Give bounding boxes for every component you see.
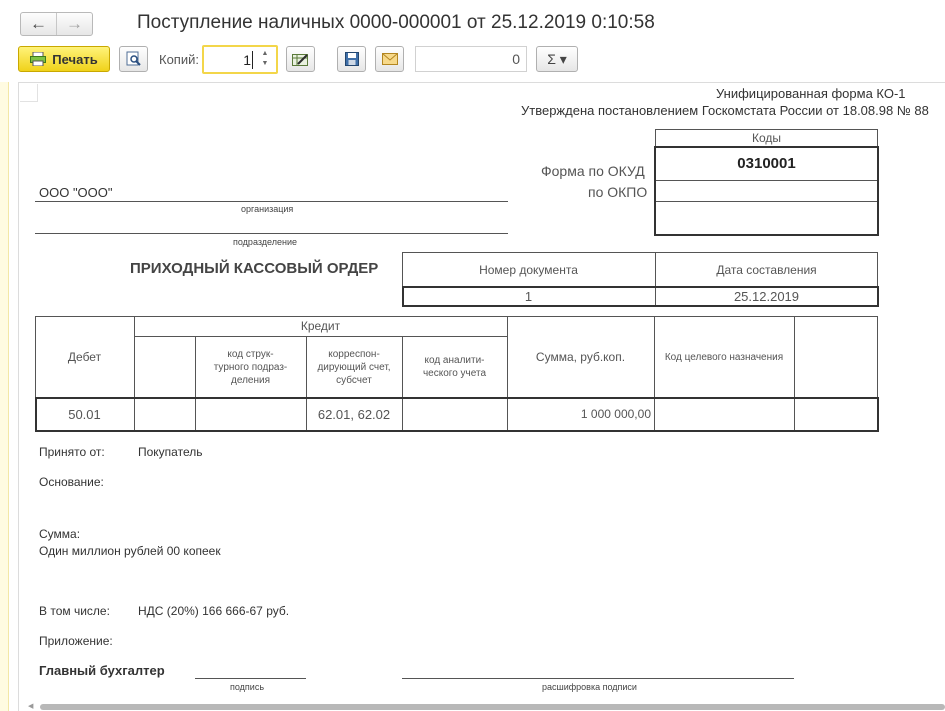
codes-header: Коды bbox=[751, 131, 782, 145]
received-from-value: Покупатель bbox=[138, 445, 203, 459]
purpose-code-header: Код целевого назначения bbox=[664, 351, 784, 363]
subdivision-caption: подразделение bbox=[233, 237, 297, 247]
basis-label: Основание: bbox=[39, 475, 104, 489]
struct-code-header: код струк- турного подраз- деления bbox=[213, 348, 288, 386]
organization-caption: организация bbox=[241, 204, 294, 214]
copies-label: Копий: bbox=[159, 52, 199, 67]
subdivision-line bbox=[35, 233, 508, 234]
debit-header: Дебет bbox=[67, 350, 102, 364]
preview-button[interactable] bbox=[119, 46, 148, 72]
selected-sum-field[interactable]: 0 bbox=[415, 46, 527, 72]
codes-divider-1 bbox=[656, 180, 877, 181]
floppy-disk-icon bbox=[345, 52, 359, 66]
edit-mode-button[interactable] bbox=[286, 46, 315, 72]
send-email-button[interactable] bbox=[375, 46, 404, 72]
signature-decoding-line bbox=[402, 678, 794, 679]
spin-down-icon[interactable]: ▼ bbox=[261, 60, 269, 67]
navigation-buttons bbox=[20, 12, 93, 36]
document-heading: ПРИХОДНЫЙ КАССОВЫЙ ОРДЕР bbox=[130, 260, 379, 277]
doc-number-header: Номер документа bbox=[479, 262, 578, 277]
organization-name: ООО "ООО" bbox=[39, 185, 113, 200]
forward-arrow-icon[interactable]: → bbox=[56, 13, 92, 35]
copies-spinner[interactable] bbox=[256, 49, 274, 70]
sum-header: Сумма, руб.коп. bbox=[535, 350, 626, 364]
corr-account-header: корреспон- дирующий счет, субсчет bbox=[317, 348, 391, 386]
save-button[interactable] bbox=[337, 46, 366, 72]
including-value: НДС (20%) 166 666-67 руб. bbox=[138, 604, 290, 618]
approval-note: Утверждена постановлением Госкомстата России от 18.08.98 № 88 bbox=[521, 103, 929, 118]
horizontal-scrollbar[interactable] bbox=[40, 704, 945, 710]
edit-table-icon bbox=[292, 52, 309, 67]
signature-line bbox=[195, 678, 306, 679]
page-search-icon bbox=[126, 51, 142, 67]
back-arrow-icon[interactable]: ← bbox=[30, 14, 47, 33]
print-button[interactable] bbox=[18, 46, 110, 72]
scroll-left-icon[interactable]: ◀ bbox=[28, 703, 34, 710]
table-row bbox=[35, 397, 879, 432]
envelope-icon bbox=[382, 53, 398, 65]
okud-code: 0310001 bbox=[737, 154, 796, 172]
sheet-corner bbox=[20, 84, 38, 102]
signature-decoding-caption: расшифровка подписи bbox=[542, 682, 637, 692]
doc-date-header: Дата составления bbox=[716, 262, 817, 277]
credit-header: Кредит bbox=[300, 319, 341, 333]
window-title: Поступление наличных 0000-000001 от 25.12.2019 0:10:58 bbox=[137, 12, 655, 33]
okpo-label: по ОКПО bbox=[588, 184, 648, 200]
spin-up-icon[interactable]: ▲ bbox=[261, 50, 269, 57]
row-sum: 1 000 000,00 bbox=[580, 407, 651, 421]
doc-number: 1 bbox=[524, 289, 533, 304]
okud-label: Форма по ОКУД bbox=[541, 163, 645, 179]
codes-divider-2 bbox=[656, 201, 877, 202]
attachment-label: Приложение: bbox=[39, 634, 113, 648]
including-label: В том числе: bbox=[39, 604, 110, 618]
text-caret bbox=[252, 51, 253, 69]
sum-menu-button[interactable]: Σ ▾ bbox=[536, 46, 578, 72]
sum-label: Сумма: bbox=[39, 527, 81, 541]
row-debit: 50.01 bbox=[68, 406, 101, 422]
signature-caption: подпись bbox=[230, 682, 265, 692]
sum-in-words: Один миллион рублей 00 копеек bbox=[39, 544, 221, 558]
received-from-label: Принято от: bbox=[39, 445, 105, 459]
doc-date: 25.12.2019 bbox=[733, 289, 800, 304]
organization-line bbox=[35, 201, 508, 202]
chief-accountant-label: Главный бухгалтер bbox=[39, 663, 165, 678]
analytic-code-header: код аналити- ческого учета bbox=[422, 355, 487, 379]
left-margin-stripe bbox=[0, 82, 9, 711]
copies-input[interactable] bbox=[202, 45, 278, 74]
printer-icon bbox=[30, 52, 46, 66]
print-button-label: Печать bbox=[52, 51, 98, 67]
row-corr-account: 62.01, 62.02 bbox=[317, 406, 391, 422]
copies-value: 1 bbox=[243, 52, 251, 68]
unified-form-note: Унифицированная форма КО-1 bbox=[716, 86, 906, 101]
